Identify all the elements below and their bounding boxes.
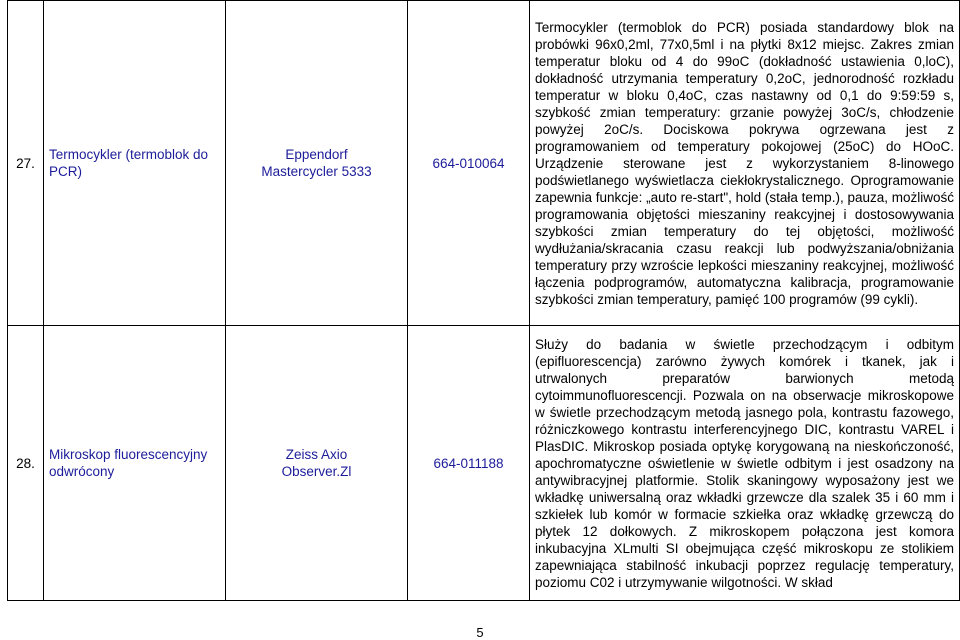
equipment-model (226, 1, 408, 326)
equipment-name: Mikroskop fluorescencyjny odwrócony (44, 326, 226, 601)
model-line: Mastercycler 5333 (261, 164, 372, 179)
equipment-name: Termocykler (termoblok do PCR) (44, 1, 226, 326)
model-line: Zeiss Axio (285, 447, 348, 462)
row-number: 28. (8, 326, 44, 601)
page-number: 5 (476, 625, 484, 640)
inventory-code: 664-011188 (408, 326, 530, 601)
equipment-description: Termocykler (termoblok do PCR) posiada standardowy blok na probówki 96x0,2ml, 77x0,5ml i na płytki 8x12 miejsc. Zakres zmian temperatur bloku od 4 do 99oC (dokładność ustawienia 0,loC), dokładność utrzymania temperatury 0,2oC, jednorodność rozkładu temperatur w bloku 0,4oC, czas nastawny od 0,1 do 9:59:59 s, szybkość zmian temperatury: grzanie powyżej 3oC/s, chłodzenie powyżej 2oC/s. Dociskowa pokrywa ogrzewana jest z programowaniem od temperatury pokojowej (25oC) do HOoC. Urządzenie sterowane jest z wykorzystaniem 8-linowego podświetlanego wyświetlacza ciekłokrystalicznego. Oprogramowanie zapewnia funkcje: „auto re-start", hold (stała temp.), pauza, możliwość programowania objętości mieszaniny reakcyjnej i dostosowywania szybkości zmian temperatury do tej objętości, możliwość wydłużania/skracania czasu reakcji lub podwyższania/obniżania temperatury przy wzroście lepkości mieszaniny reakcyjnej, możliwość łączenia podprogramów, automatyczna kalibracja, programowanie szybkości zmian temperatury, pamięć 100 programów (99 cykli). (530, 1, 960, 326)
inventory-code: 664-010064 (408, 1, 530, 326)
model-line: Observer.Zl (281, 464, 352, 479)
equipment-model (226, 326, 408, 601)
model-line: Eppendorf (285, 147, 348, 162)
equipment-description: Służy do badania w świetle przechodzącym i odbitym (epifluorescencja) zarówno żywych komórek i tkanek, jak i utrwalonych preparatów barwionych metodą cytoimmunofluorescencji. Pozwala on na obserwacje mikroskopowe w świetle przechodzącym metodą jasnego pola, kontrastu fazowego, różniczkowego kontrastu interferencyjnego DIC, kontrastu VAREL i PlasDIC. Mikroskop posiada optykę korygowaną na nieskończoność, apochromatyczne oświetlenie w świetle odbitym i jest osadzony na antywibracyjnej platformie. Stolik skaningowy wyposażony jest we wkładkę uniwersalną oraz wkładki grzewcze dla szalek 35 i 60 mm i szkiełek lub komór w formacie szkiełka oraz wkładkę grzewczą do płytek 12 dołkowych. Z mikroskopem połączona jest komora inkubacyjna XLmulti SI obejmująca część mikroskopu ze stolikiem zapewniająca stabilność inkubacji poprzez regulację temperatury, poziomu C02 i utrzymywanie wilgotności. W skład (530, 326, 960, 601)
row-number: 27. (8, 1, 44, 326)
table-row (8, 326, 960, 601)
table-row (8, 1, 960, 326)
equipment-table (7, 0, 960, 601)
